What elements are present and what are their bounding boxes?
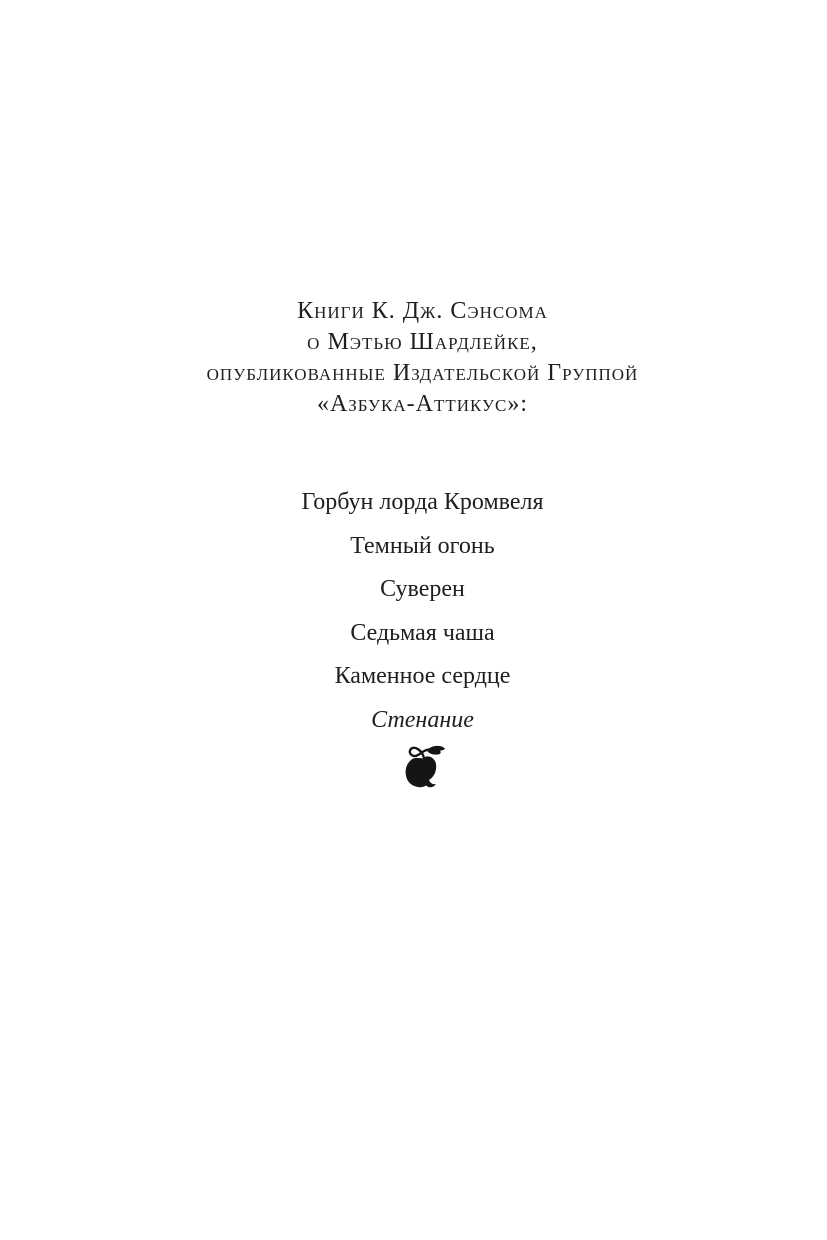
heading-line-4: «Азбука-Аттикус»:: [316, 391, 529, 417]
book-title: Горбун лорда Кромвеля: [301, 489, 544, 515]
book-title-list: [9, 481, 827, 742]
publisher-heading: [9, 296, 827, 420]
heading-line-3: опубликованные Издательской Группой: [206, 360, 639, 386]
book-title: Темный огонь: [350, 532, 495, 559]
azbuka-apple-logo-icon: [9, 739, 827, 791]
book-title: Каменное сердце: [334, 663, 511, 689]
heading-line-1: Книги К. Дж. Сэнсома: [297, 298, 548, 324]
book-title: Стенание: [371, 706, 474, 733]
book-title: Суверен: [380, 576, 465, 602]
book-title: Седьмая чаша: [350, 619, 495, 646]
heading-line-2: о Мэтью Шардлейке,: [307, 329, 538, 355]
